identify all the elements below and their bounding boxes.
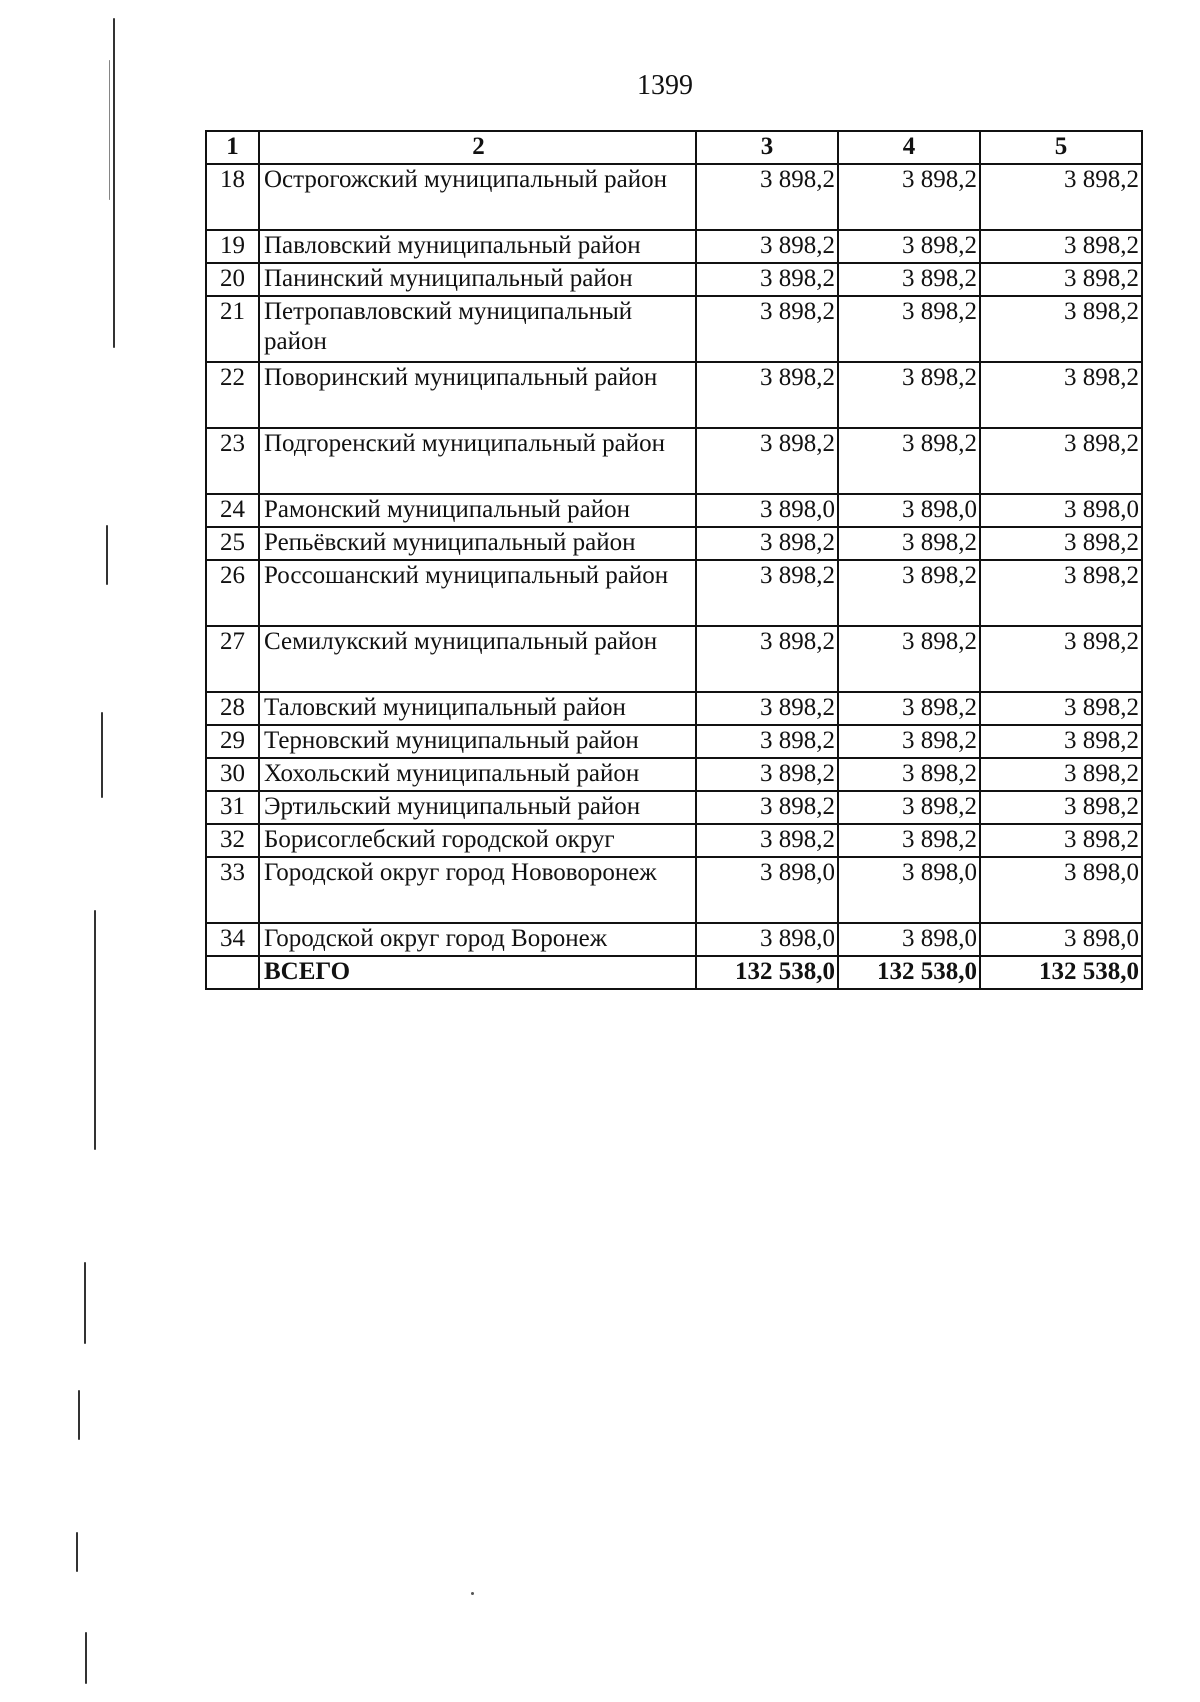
scan-speck [471,1592,474,1595]
row-name: Острогожский муниципальный район [259,164,696,230]
row-value-3: 3 898,2 [696,362,838,428]
table-row [206,857,1142,923]
table-row [206,758,1142,791]
table-row [206,494,1142,527]
row-number: 34 [206,923,259,956]
page-number: 1399 [637,70,693,101]
scan-margin-line [109,60,110,200]
scan-margin-line [85,1632,87,1684]
row-value-4: 3 898,2 [838,230,980,263]
row-value-5: 3 898,2 [980,263,1142,296]
row-number: 23 [206,428,259,494]
row-name: Поворинский муниципальный район [259,362,696,428]
row-value-4: 3 898,2 [838,362,980,428]
row-value-3: 3 898,2 [696,758,838,791]
row-value-3: 3 898,2 [696,527,838,560]
row-value-4: 3 898,2 [838,824,980,857]
row-name: Панинский муниципальный район [259,263,696,296]
row-number: 21 [206,296,259,362]
row-number: 30 [206,758,259,791]
table-row [206,692,1142,725]
table-row [206,791,1142,824]
scan-margin-line [101,712,103,798]
row-value-4: 3 898,2 [838,527,980,560]
row-value-5: 3 898,0 [980,923,1142,956]
header-col-4: 4 [838,131,980,164]
row-number: 28 [206,692,259,725]
row-value-5: 3 898,2 [980,560,1142,626]
row-value-5: 3 898,2 [980,758,1142,791]
table-row [206,560,1142,626]
row-value-5: 3 898,2 [980,362,1142,428]
row-value-3: 3 898,2 [696,725,838,758]
row-number: 20 [206,263,259,296]
row-value-5: 3 898,2 [980,428,1142,494]
table-row [206,527,1142,560]
row-value-4: 3 898,2 [838,626,980,692]
row-value-4: 3 898,2 [838,692,980,725]
row-name: Таловский муниципальный район [259,692,696,725]
table-row [206,725,1142,758]
row-value-5: 3 898,2 [980,824,1142,857]
row-number: 29 [206,725,259,758]
row-name: Россошанский муниципальный район [259,560,696,626]
table-row [206,626,1142,692]
table-total-row [206,956,1142,989]
row-number: 33 [206,857,259,923]
table-row [206,164,1142,230]
row-name: ВСЕГО [259,956,696,989]
row-number [206,956,259,989]
row-value-4: 132 538,0 [838,956,980,989]
scan-margin-line [113,18,115,348]
scan-margin-line [78,1390,80,1440]
row-value-5: 3 898,0 [980,857,1142,923]
row-name: Павловский муниципальный район [259,230,696,263]
row-number: 22 [206,362,259,428]
row-number: 25 [206,527,259,560]
scan-margin-line [106,525,108,585]
scan-margin-line [94,910,96,1150]
row-value-3: 3 898,2 [696,296,838,362]
row-value-4: 3 898,2 [838,296,980,362]
row-value-5: 3 898,2 [980,725,1142,758]
row-number: 19 [206,230,259,263]
row-value-4: 3 898,2 [838,758,980,791]
table-row [206,263,1142,296]
row-number: 26 [206,560,259,626]
row-name: Эртильский муниципальный район [259,791,696,824]
header-col-3: 3 [696,131,838,164]
row-value-3: 3 898,2 [696,824,838,857]
row-name: Рамонский муниципальный район [259,494,696,527]
row-value-5: 3 898,2 [980,164,1142,230]
row-value-5: 3 898,2 [980,230,1142,263]
row-name: Репьёвский муниципальный район [259,527,696,560]
row-value-4: 3 898,2 [838,164,980,230]
allocation-table [205,130,1143,990]
row-number: 31 [206,791,259,824]
scan-margin-line [76,1532,78,1572]
row-value-4: 3 898,2 [838,428,980,494]
row-name: Борисоглебский городской округ [259,824,696,857]
table-row [206,362,1142,428]
row-name: Городской округ город Нововоронеж [259,857,696,923]
row-number: 24 [206,494,259,527]
row-number: 32 [206,824,259,857]
row-value-5: 132 538,0 [980,956,1142,989]
row-value-3: 3 898,2 [696,428,838,494]
table-row [206,923,1142,956]
row-value-3: 3 898,2 [696,626,838,692]
row-name: Городской округ город Воронеж [259,923,696,956]
header-col-5: 5 [980,131,1142,164]
row-name: Семилукский муниципальный район [259,626,696,692]
row-value-3: 3 898,2 [696,230,838,263]
row-value-5: 3 898,2 [980,692,1142,725]
row-value-3: 3 898,2 [696,560,838,626]
row-value-3: 132 538,0 [696,956,838,989]
row-name: Подгоренский муниципальный район [259,428,696,494]
table-header-row [206,131,1142,164]
row-name: Петропавловский муниципальный район [259,296,696,362]
row-value-3: 3 898,0 [696,923,838,956]
row-value-4: 3 898,2 [838,725,980,758]
row-value-4: 3 898,0 [838,857,980,923]
row-value-5: 3 898,0 [980,494,1142,527]
row-number: 27 [206,626,259,692]
row-value-4: 3 898,0 [838,494,980,527]
row-value-3: 3 898,2 [696,791,838,824]
row-value-3: 3 898,0 [696,494,838,527]
row-name: Хохольский муниципальный район [259,758,696,791]
row-value-3: 3 898,0 [696,857,838,923]
row-number: 18 [206,164,259,230]
row-value-3: 3 898,2 [696,164,838,230]
row-value-5: 3 898,2 [980,626,1142,692]
row-value-3: 3 898,2 [696,692,838,725]
header-col-1: 1 [206,131,259,164]
row-name: Терновский муниципальный район [259,725,696,758]
scan-margin-line [84,1262,86,1344]
table-row [206,296,1142,362]
row-value-4: 3 898,0 [838,923,980,956]
table-row [206,428,1142,494]
row-value-3: 3 898,2 [696,263,838,296]
row-value-4: 3 898,2 [838,560,980,626]
row-value-5: 3 898,2 [980,791,1142,824]
row-value-4: 3 898,2 [838,263,980,296]
header-col-2: 2 [259,131,696,164]
table-row [206,230,1142,263]
row-value-5: 3 898,2 [980,527,1142,560]
table-row [206,824,1142,857]
row-value-5: 3 898,2 [980,296,1142,362]
row-value-4: 3 898,2 [838,791,980,824]
